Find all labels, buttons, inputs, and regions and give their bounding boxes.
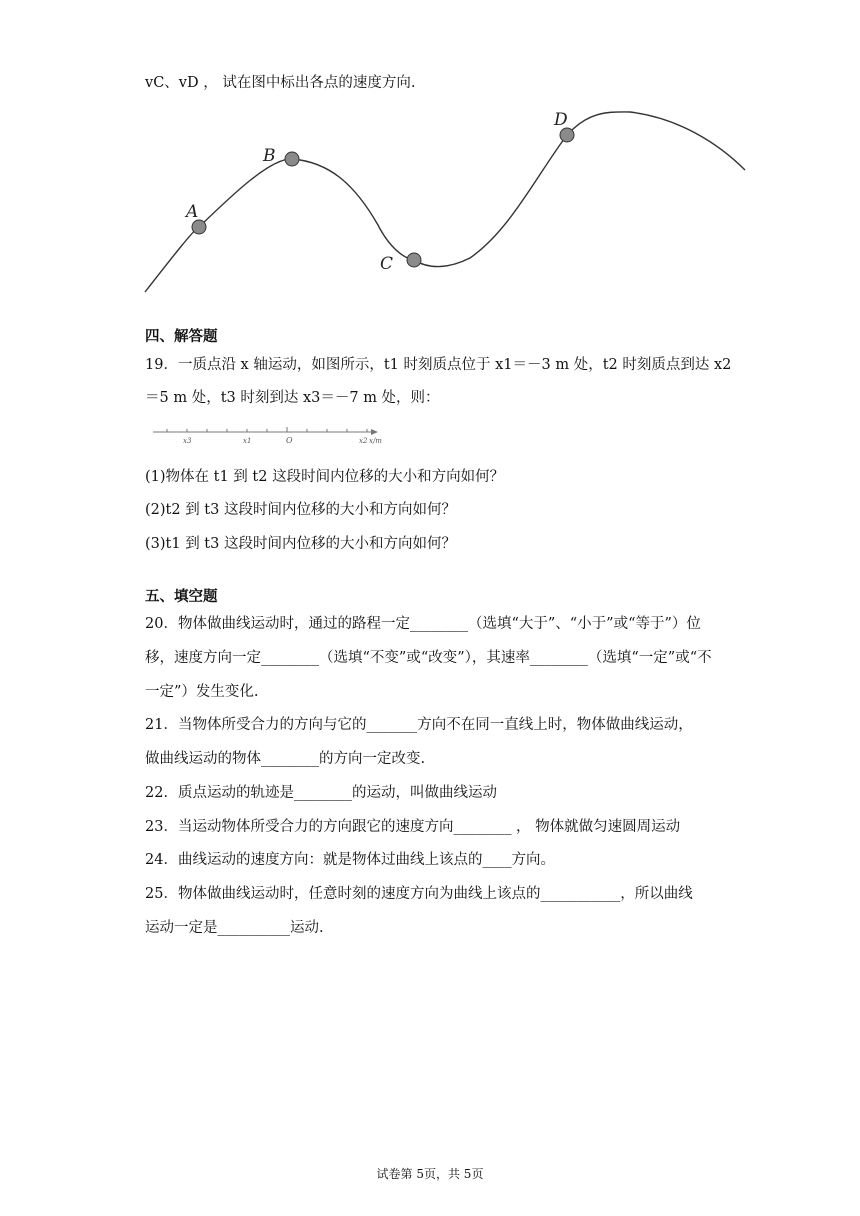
trajectory-curve [145, 112, 745, 292]
q19-sub2: (2)t2 到 t3 这段时间内位移的大小和方向如何？ [145, 502, 456, 518]
q20-line2: 移，速度方向一定________（选填“不变”或“改变”），其速率________（选填“一定”或“不 [145, 650, 712, 666]
label-a: A [186, 202, 199, 222]
q21-line1: 21．当物体所受合力的方向与它的_______方向不在同一直线上时，物体做曲线运动， [145, 717, 693, 733]
axis-label-x2: x2 [359, 437, 368, 445]
label-d: D [554, 110, 568, 130]
page-footer: 试卷第 5页，共 5页 [376, 1167, 484, 1181]
q25-line2: 运动一定是__________运动. [145, 920, 324, 936]
q22-line: 22．质点运动的轨迹是________的运动，叫做曲线运动 [145, 785, 497, 801]
axis-label-origin: O [286, 436, 293, 445]
q19-sub1: (1)物体在 t1 到 t2 这段时间内位移的大小和方向如何？ [145, 469, 505, 485]
q21-line2: 做曲线运动的物体________的方向一定改变. [145, 751, 426, 767]
point-d [560, 128, 574, 142]
q20-line3: 一定”）发生变化. [145, 684, 259, 700]
q24-line: 24．曲线运动的速度方向：就是物体过曲线上该点的____方向。 [145, 852, 555, 868]
q19-line1: 19．一质点沿 x 轴运动，如图所示，t1 时刻质点位于 x1＝－3 m 处，t2 时刻质点到达 x2 [145, 357, 732, 373]
q23-line: 23．当运动物体所受合力的方向跟它的速度方向________ ， 物体就做匀速圆周运动 [145, 819, 681, 835]
q19-sub3: (3)t1 到 t3 这段时间内位移的大小和方向如何？ [145, 536, 456, 552]
axis-label-unit: x/m [369, 437, 382, 445]
section-five-title: 五、填空题 [145, 589, 218, 605]
curve-figure [140, 100, 750, 300]
point-b [285, 152, 299, 166]
label-c: C [380, 254, 394, 274]
section-four-title: 四、解答题 [145, 329, 218, 345]
q19-line2: ＝5 m 处，t3 时刻到达 x3＝－7 m 处，则： [145, 390, 440, 406]
intro-line: vC、vD ， 试在图中标出各点的速度方向. [145, 75, 416, 91]
point-c [407, 253, 421, 267]
axis-label-x1: x1 [243, 437, 252, 445]
label-b: B [263, 146, 276, 166]
x-axis-figure [145, 422, 390, 448]
point-a [192, 220, 206, 234]
axis-label-x3: x3 [183, 437, 192, 445]
q20-line1: 20．物体做曲线运动时，通过的路程一定________（选填“大于”、“小于”或“等于”）位 [145, 616, 701, 632]
q25-line1: 25．物体做曲线运动时，任意时刻的速度方向为曲线上该点的___________，所以曲线 [145, 886, 693, 902]
